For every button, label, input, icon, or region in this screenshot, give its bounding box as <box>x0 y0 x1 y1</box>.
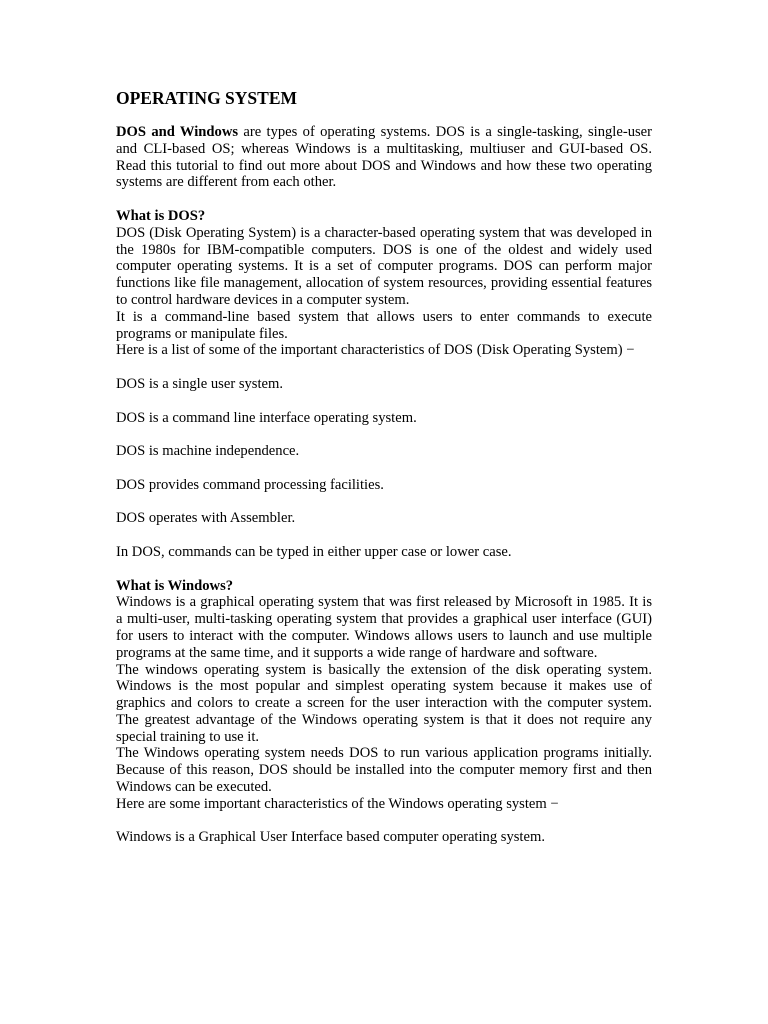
dos-characteristic-item: DOS operates with Assembler. <box>116 510 296 527</box>
spacer <box>116 561 652 578</box>
spacer <box>116 813 652 830</box>
spacer <box>116 527 652 544</box>
spacer <box>116 494 652 511</box>
windows-paragraph-3: The Windows operating system needs DOS to run various application programs initially. Because of this reason, DOS should be installed into the computer memory first and then Windows can be executed. <box>116 745 652 796</box>
windows-paragraph-2: The windows operating system is basically the extension of the disk operating system. Windows is the most popular and simplest operating system because it makes use of graphics and colors to create a screen for the user interaction with the computer system. The greatest advantage of the Windows operating system is that it does not require any special training to use it. <box>116 661 652 745</box>
dos-characteristic-item: DOS is a single user system. <box>116 375 284 392</box>
spacer <box>116 393 652 410</box>
spacer <box>116 426 652 443</box>
spacer <box>116 191 652 208</box>
windows-paragraph-1: Windows is a graphical operating system that was first released by Microsoft in 1985. It is a multi-user, multi-tasking operating system that provides a graphical user interface (GUI) for users to interact with the computer. Windows allows users to launch and use multiple programs at the same time, and it supports a wide range of hardware and software. <box>116 594 652 661</box>
dos-paragraph-1: DOS (Disk Operating System) is a character-based operating system that was developed in the 1980s for IBM-compatible computers. DOS is one of the oldest and widely used computer operating systems. It is a set of computer programs. DOS can perform major functions like file management, allocation of system resources, providing essential features to control hardware devices in a computer system. <box>116 224 652 308</box>
dos-characteristic-item: DOS is a command line interface operating system. <box>116 409 417 426</box>
intro-text: are types of operating systems. DOS is a single-tasking, single-user and CLI-based OS; whereas Windows is a multitasking, multiuser and GUI-based OS. Read this tutorial to find out more about DOS and Windows and how these two operating systems are different from each other. <box>116 124 653 191</box>
page-title: OPERATING SYSTEM <box>116 88 298 108</box>
intro-bold-lead: DOS and Windows <box>116 124 239 140</box>
dos-characteristic-item: In DOS, commands can be typed in either upper case or lower case. <box>116 543 512 560</box>
windows-characteristic-item: Windows is a Graphical User Interface based computer operating system. <box>116 829 545 846</box>
dos-characteristic-item: DOS is machine independence. <box>116 443 300 460</box>
dos-characteristic-item: DOS provides command processing facilities. <box>116 476 384 493</box>
dos-paragraph-3: Here is a list of some of the important characteristics of DOS (Disk Operating System) − <box>116 342 635 359</box>
spacer <box>116 359 652 376</box>
dos-heading: What is DOS? <box>116 207 206 224</box>
intro-paragraph <box>116 124 652 191</box>
spacer <box>116 460 652 477</box>
windows-paragraph-4: Here are some important characteristics of the Windows operating system − <box>116 795 559 812</box>
dos-paragraph-2: It is a command-line based system that allows users to enter commands to execute programs or manipulate files. <box>116 308 652 342</box>
document-page <box>116 88 652 846</box>
windows-heading: What is Windows? <box>116 577 234 594</box>
